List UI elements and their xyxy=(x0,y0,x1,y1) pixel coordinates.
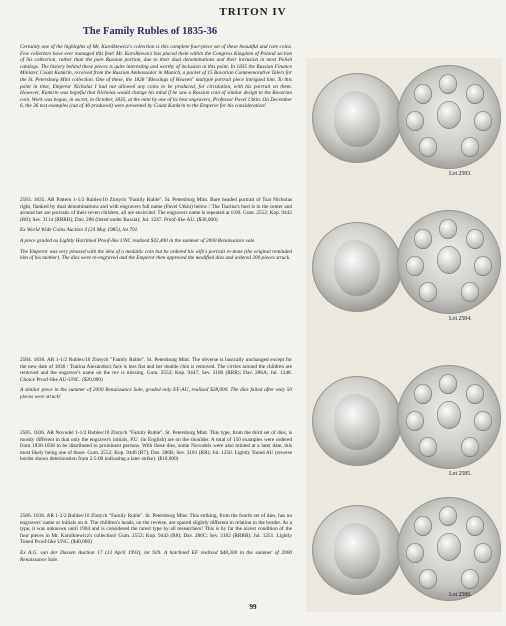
child-portrait xyxy=(414,84,432,104)
lot-estimate: ($40,000) xyxy=(71,539,92,546)
coin-reverse-image xyxy=(397,65,501,169)
tsar-portrait xyxy=(334,91,380,147)
intro-text: Certainly one of the highlights of Mr. Karolkiewicz's collection is this complete four-piece set of these beautiful and rare coins. Few collectors have ever managed this feat! Mr. Karolkiewicz has placed them within the Congress Kingdom of Poland section of his collection, rather than the pure Russian portion, due to their dual denominations and their inclusion in most Polish catalogs. The history behind these pieces is quite interesting and worthy of inclusion at this point. In 1835 the Russian Finance Minister, Count Kankrin, received from the Russian Ambassador in Munich, a packet of 15 Bavarian Commemorative Talers for the St. Petersburg Mint collection. One of these, the 1828 "Blessings of Heaven" multiple portrait piece intrigued him. To this point in time, Emperor Nicholas I had not allowed any coins to be produced, for circulation, with his portrait on them. However, Kankrin was hopeful that Nicholas would change his mind if he saw a Russian coin of similar design to the Bavarian coin. Work was begun, in secret, in October, 1835, at the mint by one of its best engravers, Professor Pavel Utkin. On December 6, the 36 test examples (out of 46 produced) were presented by Count Kankrin to the Emperor for his consideration! xyxy=(20,44,292,110)
coin-obverse-image xyxy=(312,73,402,163)
tsar-portrait xyxy=(334,394,380,450)
lot-description: 1836. AR Novodel 1-1/2 Rubles/10 Zlotych "Family Ruble". St. Petersburg Mint. This type, from the third set of dies, is mostly different in that only the engraver's initials, P.U. (in English) are on the shoulder. A total of 150 examples were ordered from 1836-1838 to be distributed to prominent persons. With these dies, some Novodels were also minted at a later date, this most likely being one of those. Gum. 2552; Kop. 9446 (R7); Dav. 286B; Sev. 3181 (RR); Jul. 1250. Lightly Toned AU (reverse border shows deterioration from 2:5:00 indicating a later strike). xyxy=(20,430,292,463)
child-portrait xyxy=(414,516,432,536)
lot-2583-entry xyxy=(20,197,292,262)
coin-obverse-image xyxy=(312,505,402,595)
child-portrait xyxy=(406,411,424,431)
lot-note: Ex A.G. van der Dussen Auction 17 (13 April 1993), lot 929. A hairlined EF realized $48,300 in the summer of 2000 Renaissance Sale. xyxy=(20,549,292,563)
catalog-header: TRITON IV xyxy=(219,6,287,18)
lot-estimate: ($20,000) xyxy=(82,376,103,383)
lot-label: Lot 2583. xyxy=(449,171,472,177)
tsar-portrait xyxy=(334,240,380,296)
child-portrait xyxy=(466,84,484,104)
child-portrait xyxy=(461,282,479,302)
lot-note: Ex World Wide Coins Auction 4 (24 May 1985), lot 701. xyxy=(20,227,139,234)
child-portrait xyxy=(474,256,492,276)
lot-description: 1836. AR 1-1/2 Rubles/10 Zlotych "Family Ruble". St. Petersburg Mint. The obverse is basically unchanged except for the new date of 1836 / Tsarina Alexandra's face is less flat and her double chin is removed. The circles around the children are removed and the engraver's name on the rev is missing. Gum. 2552; Kop. 9447; Sev. 3180 (RRR); Dav. 286A; Jul. 1248. Choice Proof-like AU-UNC. xyxy=(20,357,292,383)
lot-estimate: ($10,000) xyxy=(157,456,179,463)
tsarina-portrait xyxy=(437,401,461,429)
lot-description: 1836. AR 1-1/2 Rubles/10 Zlotych "Family Ruble". St. Petersburg Mint. This striking, from the fourth set of dies, has no engravers' name or initials on it. The children's heads, on the reverse, are spaced slightly different in relation to the border. As a type, it was unknown until 1904 and is considered the rarest type by all researchers! This is by far the nicest condition of the four pieces in Mr. Karolkiewicz's collection! Gum. 2552; Kop. 9443 (R8); Dav. 286C; Sev. 3182 (RRRR); Jul. 1251. Lightly Toned Proof-like UNC. xyxy=(20,513,292,546)
child-portrait xyxy=(466,229,484,249)
child-portrait xyxy=(419,137,437,157)
lot-label: Lot 2585. xyxy=(449,471,472,477)
child-portrait xyxy=(414,229,432,249)
coin-obverse-image xyxy=(312,222,402,312)
child-portrait xyxy=(419,569,437,589)
lot-2585-entry xyxy=(20,430,292,463)
child-portrait xyxy=(439,219,457,239)
section-title: The Family Rubles of 1835-36 xyxy=(82,26,218,37)
tsarina-portrait xyxy=(437,533,461,561)
child-portrait xyxy=(474,543,492,563)
lot-number: 2586. xyxy=(20,513,32,519)
lot-number: 2583. xyxy=(20,197,32,203)
child-portrait xyxy=(461,569,479,589)
child-portrait xyxy=(466,516,484,536)
child-portrait xyxy=(406,543,424,563)
lot-note: The Emperor was very pleased with the idea of a medallic coin but he ordered his wife's portrait re-done (the original reminded him of his mother). The dies were re-engraved and the Emperor then approved the modified dies and ordered 300 pieces struck. xyxy=(20,248,292,262)
child-portrait xyxy=(414,384,432,404)
child-portrait xyxy=(461,437,479,457)
tsarina-portrait xyxy=(437,101,461,129)
child-portrait xyxy=(466,384,484,404)
child-portrait xyxy=(439,506,457,526)
child-portrait xyxy=(474,411,492,431)
child-portrait xyxy=(461,137,479,157)
child-portrait xyxy=(439,74,457,94)
lot-label: Lot 2584. xyxy=(449,316,472,322)
lot-label: Lot 2586. xyxy=(449,592,472,598)
coin-reverse-image xyxy=(397,210,501,314)
lot-note: A similar piece in the summer of 2000 Renaissance Sale, graded only EF-AU, realized $28,000. The dies failed after only 50 pieces were struck! xyxy=(20,387,292,400)
child-portrait xyxy=(419,437,437,457)
coin-reverse-image xyxy=(397,365,501,469)
lot-note: A piece graded as Lightly Hairlined Proof-like UNC realized $42,400 in the summer of 2000 Renaissance sale. xyxy=(20,237,256,244)
child-portrait xyxy=(406,256,424,276)
lot-description: 1835. AR Pattern 1-1/2 Rubles/10 Zlotych "Family Ruble". St. Petersburg Mint. Bare headed portrait of Tsar Nicholas right, flanked by dual denominations and with engravers full name (Pavel Utkin) below / The Tsarina's bust is in the center and around her are portraits of their seven children, all are encircled. The engravers name is repeated at 6:00. Gum. 2552; Kop. 9442 (R8); Sev. 3114 (RRRR); Dav. 286 (listed under Russia); Jul. 1247. Proof-like AU. xyxy=(20,197,293,223)
coin-obverse-image xyxy=(312,376,402,466)
lot-2586-entry xyxy=(20,513,292,563)
tsar-portrait xyxy=(334,523,380,579)
child-portrait xyxy=(406,111,424,131)
lot-estimate: ($30,000) xyxy=(196,216,218,223)
lot-number: 2584. xyxy=(20,357,32,363)
lot-number: 2585. xyxy=(20,430,32,436)
tsarina-portrait xyxy=(437,246,461,274)
intro-paragraph xyxy=(20,44,292,110)
child-portrait xyxy=(419,282,437,302)
child-portrait xyxy=(439,374,457,394)
coin-reverse-image xyxy=(397,497,501,601)
lot-2584-entry xyxy=(20,357,292,401)
child-portrait xyxy=(474,111,492,131)
page-number: 99 xyxy=(249,603,257,611)
